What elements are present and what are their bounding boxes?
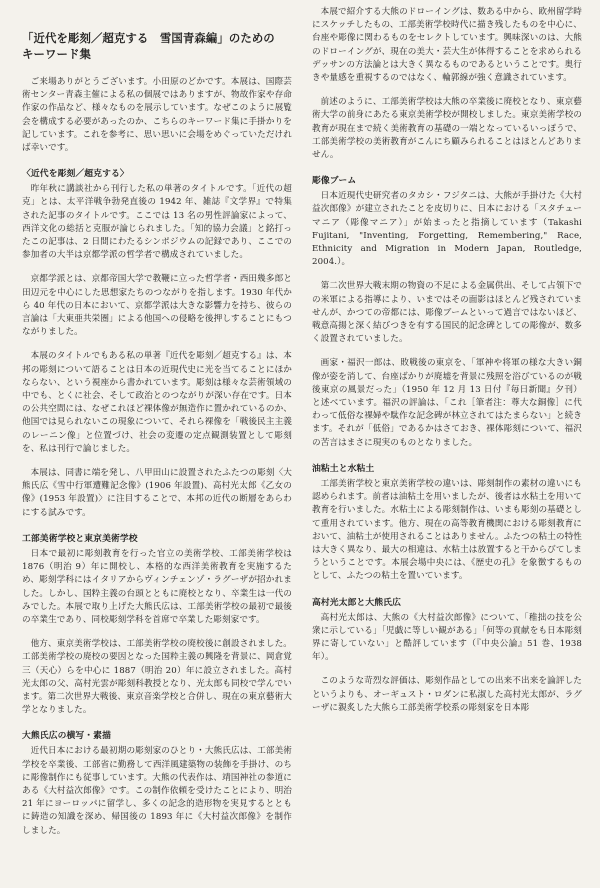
left-column [22,30,292,880]
document-title [22,30,292,62]
section-heading: 彫像ブーム [312,176,357,187]
section-heading: 油粘土と水粘土 [312,463,375,474]
paragraph: 京都学派とは、京都帝国大学で教鞭に立った哲学者・西田幾多郎と田辺元を中心にした思想家たちのつながりを指します。1930 年代から 40 年代の日本において、京都学派は大きな影響力を持ち、彼らの言論は「大東亜共栄圏」による他国への侵略を後押しすることにもつながりました。 [22,274,292,338]
section-continued [312,6,582,162]
right-column [312,6,582,882]
section-kindai [22,168,292,520]
title-line: キーワード集 [22,47,91,61]
section-heading: 大熊氏広の横写・素描 [22,731,111,742]
paragraph: 前述のように、工部美術学校は大熊の卒業後に廃校となり、東京藝術大学の前身にあたる東京美術学校が開校しました。東京美術学校の教育が現在まで続く美術教育の基礎の一端となっているいっぽうで、工部美術学校の美術教育がこんにち顧みられることはほとんどありません。 [312,97,582,161]
section-okuma-drawings [22,730,292,837]
section-clay [312,463,582,584]
section-heading: 〈近代を彫刻／超克する〉 [22,169,129,180]
paragraph: 画家・福沢一郎は、敗戦後の東京を、「軍神や将軍の様な大きい銅像が姿を消して、台座ばかりが廃墟を背景に残照を浴びているのが戦後東京の風景だった」（1950 年 12 月 13 日付『毎日新聞』夕刊）と述べています。福沢の評論は、「これ［筆者注：尊大な銅像］に代わって低俗な裸婦や駄作な記念碑が林立されてはたまらない」と続きます。それが「低俗」であるかはさておき、裸体彫刻について、福沢の苦言はまさに現実のものとなりました。 [312,358,582,448]
section-heading: 工部美術学校と東京美術学校 [22,533,138,544]
section-heading: 高村光太郎と大熊氏広 [312,597,401,608]
paragraph: 高村光太郎は、大熊の《大村益次郎像》について、「稚拙の技を公衆に示している」「児戯に等しい観がある」「何等の貢献をも日本彫刻界に寄していない」と酷評しています（『中央公論』51 巻、1938 年）。 [312,612,582,663]
section-statue-boom [312,175,582,450]
paragraph: このような苛烈な評価は、彫刻作品としての出来不出来を論評したというよりも、オーギュスト・ロダンに私淑した高村光太郎が、ラグーザに親炙した大熊ら工部美術学校系の彫刻家を日本彫 [312,676,582,713]
title-line: 「近代を彫刻／超克する 雪国青森編」のための [22,31,275,45]
paragraph: 本展は、同書に端を発し、八甲田山に設置されたふたつの彫刻〈大熊氏広《雪中行軍遭難記念像》(1906 年設置)、高村光太郎《乙女の像》(1953 年設置)〉に注目することで、本邦の近代の断層をあらわにする試みです。 [22,468,292,518]
paragraph: 他方、東京美術学校は、工部美術学校の廃校後に創設されました。工部美術学校の廃校の要因となった国粋主義の興隆を背景に、岡倉覚三（天心）らを中心に 1887（明治 20）年に設立されました。高村光太郎の父、高村光雲が彫刻科教授となり、光太郎も同校で学んでいます。第二次世界大戦後、東京音楽学校と合併し、現在の東京藝術大学となりました。 [22,639,292,716]
intro-paragraph: ご来場ありがとうございます。小田原のどかです。本展は、国際芸術センター青森主催による私の個展ではありますが、物故作家や存命作家の作品など、様々なものを展示しています。なぜこのように展覧会を構成する必要があったのか、こちらのキーワード集に手掛かりを記しています。これを参考に、思い思いに会場をめぐっていただければ幸いです。 [22,77,292,154]
paragraph: 日本近現代史研究者のタカシ・フジタニは、大熊が手掛けた《大村益次郎像》が建立されたことを皮切りに、日本における「スタチューマニア（彫像マニア）」が始まったと指摘しています（Takashi Fujitani, "Inventing, Forgetting, Remembering," Race, Ethnicity and Migration in Modern Japan, Routledge, 2004.）。 [312,191,582,268]
paragraph: 日本で最初に彫刻教育を行った官立の美術学校、工部美術学校は 1876（明治 9）年に開校し、本格的な西洋美術教育を実施するため、彫刻学科にはイタリアからヴィンチェンゾ・ラグーザが招かれました。しかし、国粋主義の台頭とともに廃校となり、卒業生は一代のみでした。本展で取り上げた大熊氏広は、工部美術学校の最初で最後の卒業生であり、同校彫刻学科を首席で卒業した彫刻家です。 [22,548,292,625]
intro-section [22,76,292,155]
paragraph: 昨年秋に講談社から刊行した私の単著のタイトルです。「近代の超克」とは、太平洋戦争勃発直後の 1942 年、雑誌『文学界』で特集された記事のタイトルです。ここでは 13 名の男性評論家によって、西洋文化の総括と克服が論じられました。「知的協力会議」と銘打ったこの記事は、2 日間にわたるシンポジウムの記録であり、ここでの参加者の大半は京都学派の哲学者で構成されていました。 [22,184,292,261]
paragraph: 本展のタイトルでもある私の単著『近代を彫刻／超克する』は、本邦の彫刻について語ることは日本の近現代史に光を当てることにほかならない、という視座から書かれています。彫刻は様々な芸術領域の中でも、とくに社会、そして政治とのつながりが深い存在です。日本の公共空間には、なぜこれほど裸体像が無造作に置かれているのか、他国では見られないこの現象について、それら裸像を「戦後民主主義のレーニン像」と位置づけ、社会の変遷の定点観測装置として彫刻を、私は刊行で論じました。 [22,351,292,454]
section-takamura-okuma [312,597,582,715]
section-schools [22,533,292,717]
paragraph: 近代日本における最初期の彫刻家のひとり・大熊氏広は、工部美術学校を卒業後、工部省に勤務して西洋風建築物の装飾を手掛け、のちに彫像制作にも従事しています。大熊の代表作は、靖国神社の参道にある《大村益次郎像》です。この制作依頼を受けたことにより、明治 21 年にヨーロッパに留学し、多くの記念的造形物を実見するとともに鋳造の知識を深め、帰国後の 1893 年に《大村益次郎像》を制作しました。 [22,746,292,836]
paragraph: 本展で紹介する大熊のドローイングは、数ある中から、欧州留学時にスケッチしたもの、工部美術学校時代に描き残したものを中心に、台座や彫像に関わるものをセレクトしています。興味深いのは、大熊のドローイングが、現在の美大・芸大生が体得することを求められるデッサンの方法論とは大きく異なるものであるということです。奥行きや量感を重視するのではなく、輪郭線が強く意識されています。 [312,7,582,84]
paragraph: 工部美術学校と東京美術学校の違いは、彫刻制作の素材の違いにも認められます。前者は油粘土を用いましたが、後者は水粘土を用いて教育を行いました。水粘土による彫刻制作は、いまも彫刻の基礎として重用されています。他方、現在の高等教育機関における彫刻教育において、油粘土が使用されることはありません。ふたつの粘土の特性は大きく異なり、最大の相違は、水粘土は放置すると干からびてしまうということです。本展会場中央には、《歴史の孔》を象徴するものとして、ふたつの粘土を置いています。 [312,478,582,582]
paragraph: 第二次世界大戦末期の物資の不足による金属供出、そして占領下での米軍による指導により、いまではその面影はほとんど残されていませんが、かつての帝都には、彫像ブームといって過言ではないほど、戦意高揚と深く結びつきを有する国民的記念碑としての彫像が、数多く設置されていました。 [312,281,582,345]
